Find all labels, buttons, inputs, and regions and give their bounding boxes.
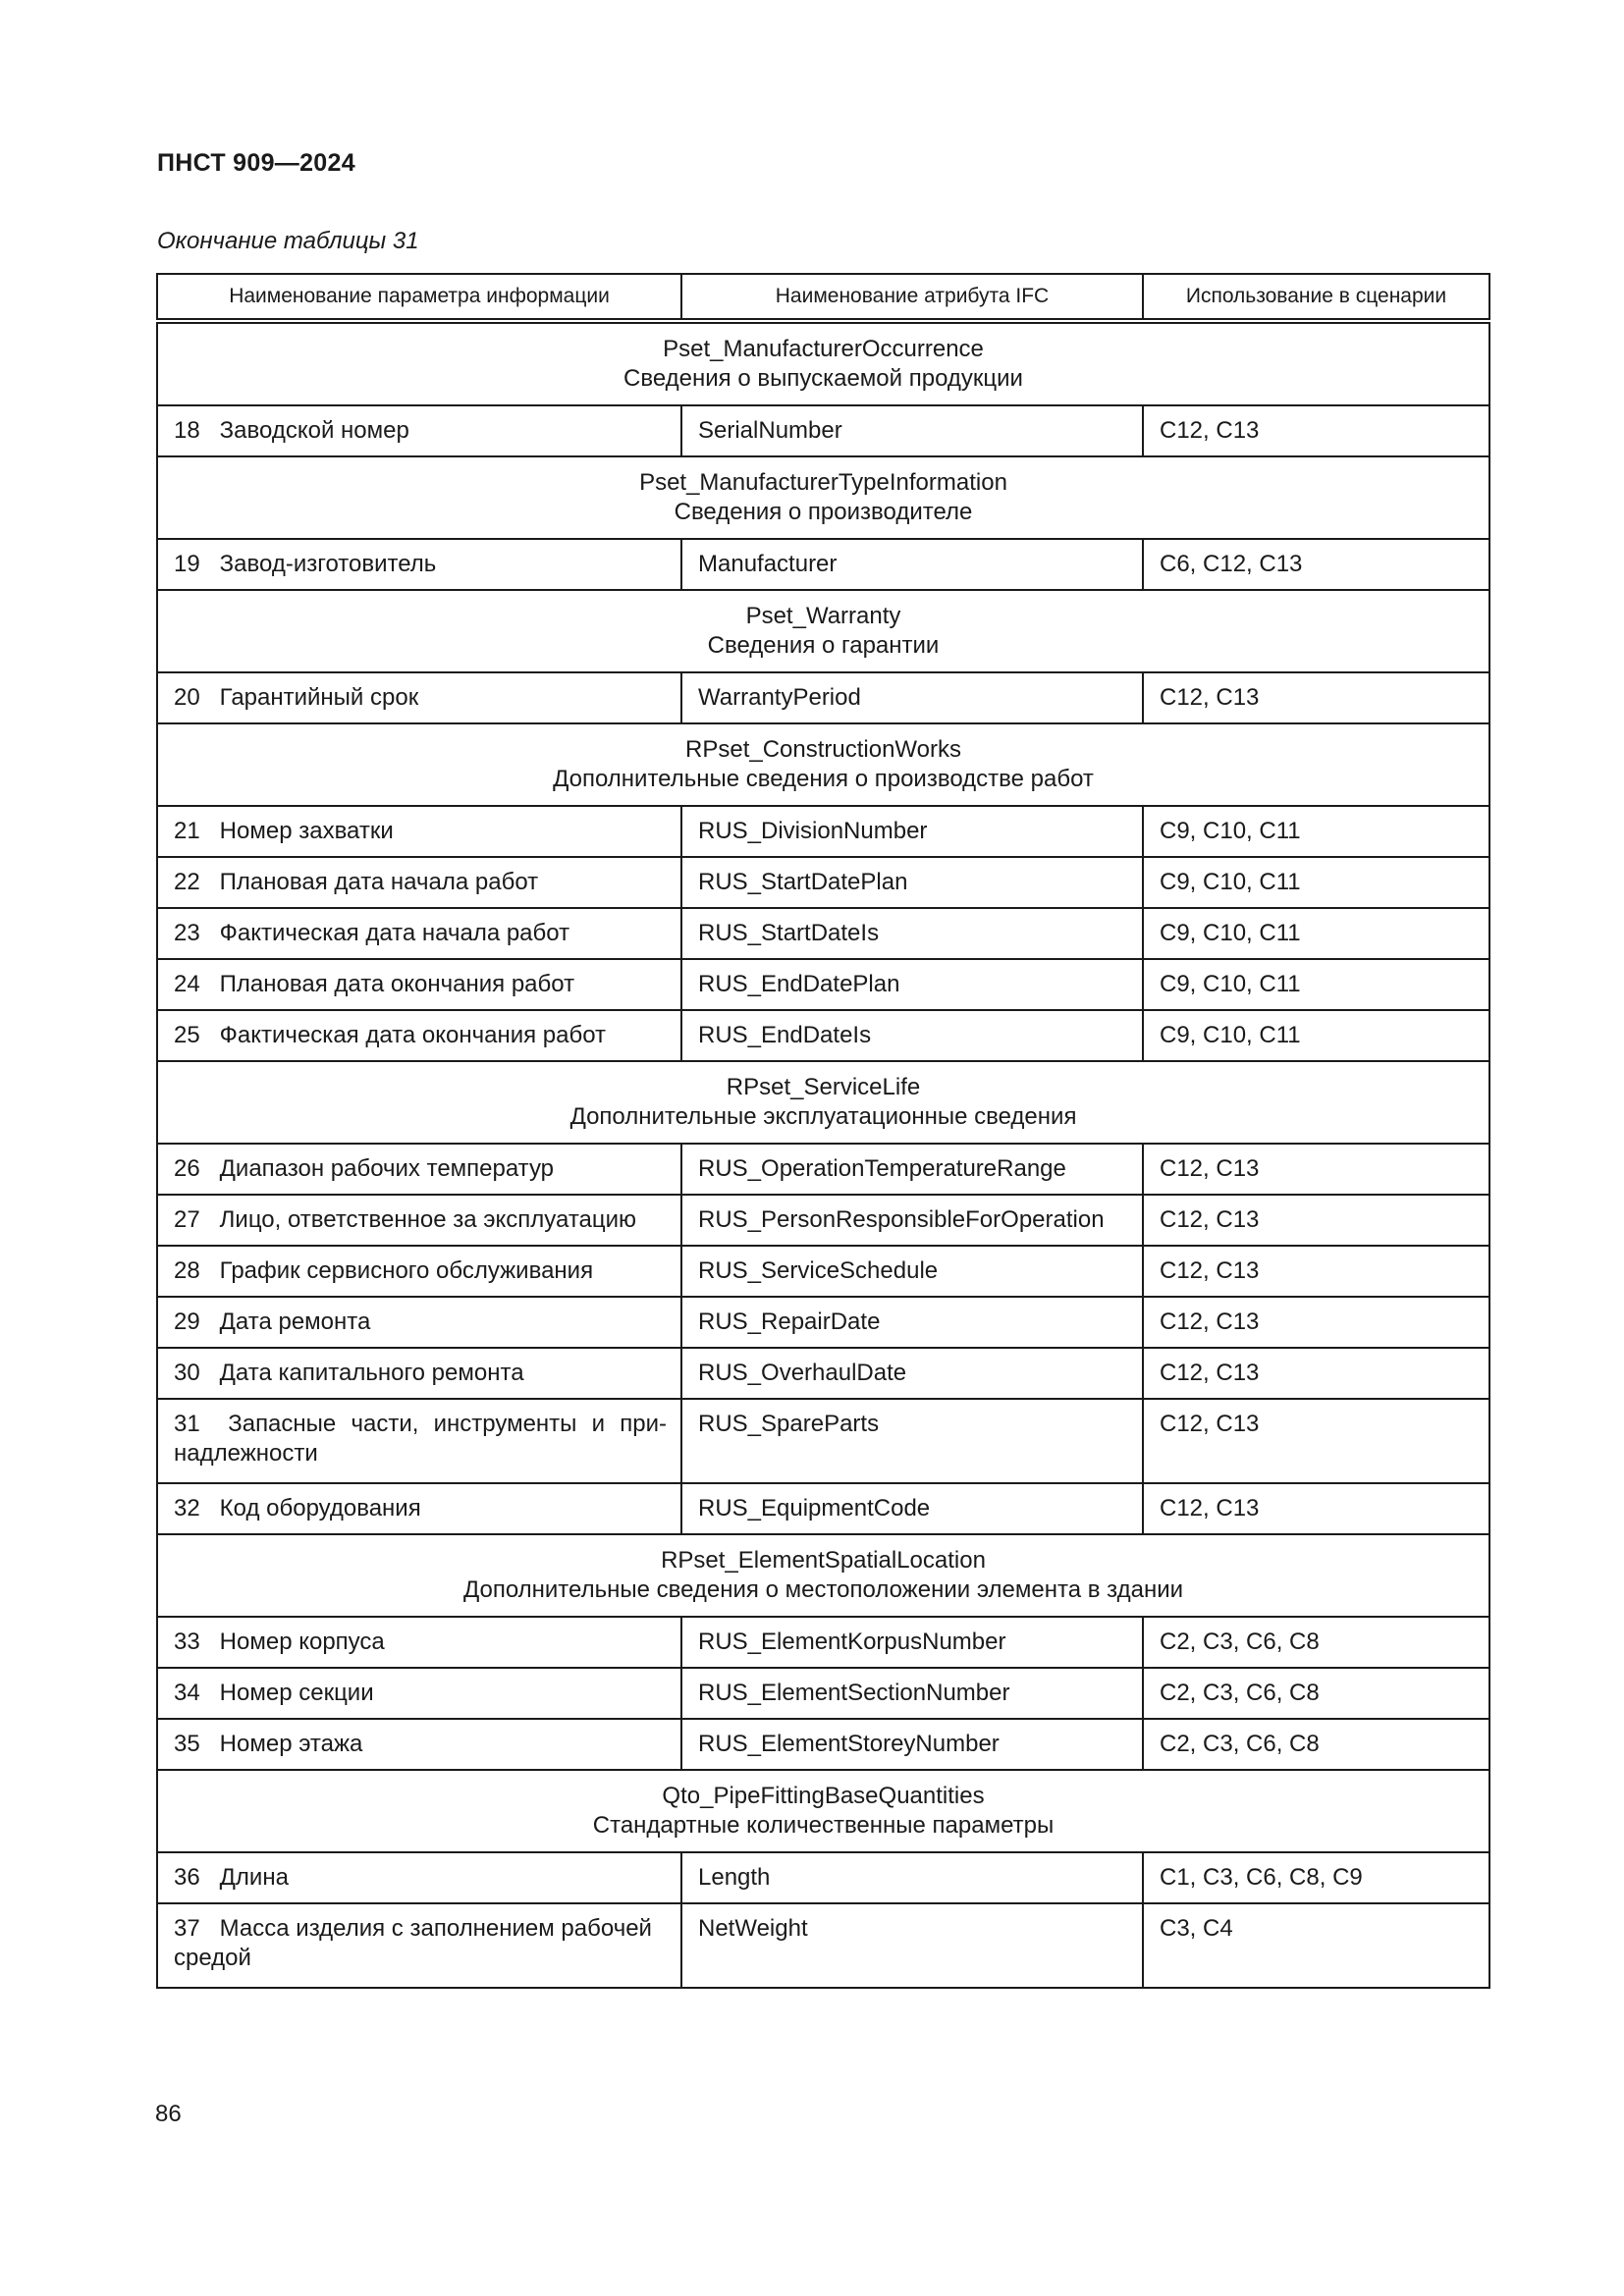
table-row bbox=[157, 1483, 1489, 1534]
parameter-name-cell bbox=[157, 1348, 681, 1399]
ifc-attribute-cell: RUS_PersonResponsibleForOperation bbox=[681, 1195, 1143, 1246]
column-header-parameter: Наименование параметра информации bbox=[157, 274, 681, 321]
parameter-name-cell bbox=[157, 405, 681, 456]
ifc-attribute-cell: RUS_ServiceSchedule bbox=[681, 1246, 1143, 1297]
usage-cell: C9, C10, C11 bbox=[1143, 959, 1489, 1010]
usage-cell: C9, C10, C11 bbox=[1143, 1010, 1489, 1061]
row-number: 19 bbox=[174, 551, 200, 577]
table-row bbox=[157, 959, 1489, 1010]
parameter-name-cell bbox=[157, 539, 681, 590]
row-number: 30 bbox=[174, 1360, 200, 1386]
parameter-name-cell bbox=[157, 959, 681, 1010]
usage-cell: C12, C13 bbox=[1143, 1144, 1489, 1195]
row-number: 24 bbox=[174, 971, 200, 997]
row-number: 28 bbox=[174, 1257, 200, 1284]
section-subtitle: Сведения о производителе bbox=[674, 499, 973, 525]
table-caption: Окончание таблицы 31 bbox=[157, 228, 419, 254]
parameter-name: Завод-изготовитель bbox=[219, 551, 437, 577]
row-number: 36 bbox=[174, 1864, 200, 1891]
parameter-name: Плановая дата начала работ bbox=[219, 869, 539, 895]
parameter-name-cell bbox=[157, 1010, 681, 1061]
usage-cell: C2, C3, C6, C8 bbox=[1143, 1617, 1489, 1668]
usage-cell: C12, C13 bbox=[1143, 1297, 1489, 1348]
ifc-attribute-cell: RUS_ElementStoreyNumber bbox=[681, 1719, 1143, 1770]
row-number: 33 bbox=[174, 1629, 200, 1655]
parameter-name-cell bbox=[157, 1719, 681, 1770]
parameter-name: Код оборудования bbox=[219, 1495, 421, 1522]
section-header-row bbox=[157, 456, 1489, 539]
section-header bbox=[157, 321, 1489, 405]
parameter-name-cell bbox=[157, 857, 681, 908]
row-number: 26 bbox=[174, 1155, 200, 1182]
ifc-attribute-cell: RUS_OverhaulDate bbox=[681, 1348, 1143, 1399]
section-header-row bbox=[157, 1061, 1489, 1144]
section-header bbox=[157, 590, 1489, 672]
section-subtitle: Дополнительные эксплуатационные сведения bbox=[569, 1103, 1077, 1130]
usage-cell: C6, C12, C13 bbox=[1143, 539, 1489, 590]
parameter-name: Фактическая дата начала работ bbox=[219, 920, 570, 946]
table-row bbox=[157, 1246, 1489, 1297]
parameter-name: График сервисного обслуживания bbox=[219, 1257, 594, 1284]
section-header bbox=[157, 456, 1489, 539]
parameter-name-cell bbox=[157, 1144, 681, 1195]
document-code: ПНСТ 909—2024 bbox=[157, 149, 355, 177]
section-title: Pset_ManufacturerTypeInformation bbox=[639, 469, 1007, 496]
table-row bbox=[157, 1144, 1489, 1195]
usage-cell: C2, C3, C6, C8 bbox=[1143, 1668, 1489, 1719]
table-row bbox=[157, 672, 1489, 723]
section-subtitle: Сведения о гарантии bbox=[707, 632, 940, 659]
ifc-attribute-cell: RUS_EquipmentCode bbox=[681, 1483, 1143, 1534]
section-header-row bbox=[157, 1770, 1489, 1852]
parameter-name: Масса изделия с заполнением рабочей средой bbox=[174, 1915, 652, 1971]
ifc-attribute-cell: RUS_StartDatePlan bbox=[681, 857, 1143, 908]
section-header bbox=[157, 723, 1489, 806]
row-number: 23 bbox=[174, 920, 200, 946]
row-number: 27 bbox=[174, 1206, 200, 1233]
row-number: 29 bbox=[174, 1308, 200, 1335]
table-row bbox=[157, 1348, 1489, 1399]
usage-cell: C3, C4 bbox=[1143, 1903, 1489, 1988]
parameter-name: Дата ремонта bbox=[219, 1308, 371, 1335]
usage-cell: C2, C3, C6, C8 bbox=[1143, 1719, 1489, 1770]
usage-cell: C12, C13 bbox=[1143, 1399, 1489, 1483]
section-title: Pset_Warranty bbox=[745, 603, 901, 629]
parameter-name-cell bbox=[157, 1297, 681, 1348]
page-number: 86 bbox=[155, 2101, 182, 2127]
parameter-name-cell bbox=[157, 806, 681, 857]
parameter-name-cell bbox=[157, 1195, 681, 1246]
row-number: 37 bbox=[174, 1915, 200, 1942]
ifc-attribute-cell: SerialNumber bbox=[681, 405, 1143, 456]
section-header bbox=[157, 1534, 1489, 1617]
table-row bbox=[157, 1617, 1489, 1668]
parameter-name: Заводской номер bbox=[219, 417, 409, 444]
row-number: 35 bbox=[174, 1731, 200, 1757]
parameter-name-cell bbox=[157, 1483, 681, 1534]
row-number: 20 bbox=[174, 684, 200, 711]
row-number: 25 bbox=[174, 1022, 200, 1048]
ifc-attribute-cell: RUS_EndDateIs bbox=[681, 1010, 1143, 1061]
section-header-row bbox=[157, 321, 1489, 405]
table-row bbox=[157, 1195, 1489, 1246]
parameter-name: Гарантийный срок bbox=[219, 684, 419, 711]
table-row bbox=[157, 857, 1489, 908]
section-header bbox=[157, 1061, 1489, 1144]
section-subtitle: Сведения о выпускаемой продукции bbox=[623, 365, 1023, 392]
section-subtitle: Дополнительные сведения о производстве работ bbox=[553, 766, 1094, 792]
table-row bbox=[157, 1297, 1489, 1348]
section-title: RPset_ConstructionWorks bbox=[685, 736, 961, 763]
parameter-name: Номер этажа bbox=[219, 1731, 363, 1757]
row-number: 18 bbox=[174, 417, 200, 444]
table-row bbox=[157, 539, 1489, 590]
table-row bbox=[157, 1010, 1489, 1061]
ifc-attribute-cell: Length bbox=[681, 1852, 1143, 1903]
ifc-attribute-cell: RUS_EndDatePlan bbox=[681, 959, 1143, 1010]
section-header-row bbox=[157, 590, 1489, 672]
table-row bbox=[157, 1719, 1489, 1770]
usage-cell: C12, C13 bbox=[1143, 405, 1489, 456]
section-header-row bbox=[157, 723, 1489, 806]
parameter-name-cell bbox=[157, 1903, 681, 1988]
parameters-table bbox=[156, 273, 1490, 1989]
table-header-row bbox=[157, 274, 1489, 321]
parameter-name: Дата капитального ремонта bbox=[219, 1360, 524, 1386]
ifc-attribute-cell: RUS_ElementSectionNumber bbox=[681, 1668, 1143, 1719]
parameter-name-cell bbox=[157, 1668, 681, 1719]
parameter-name: Номер корпуса bbox=[219, 1629, 385, 1655]
usage-cell: C9, C10, C11 bbox=[1143, 857, 1489, 908]
ifc-attribute-cell: RUS_DivisionNumber bbox=[681, 806, 1143, 857]
column-header-ifc-attribute: Наименование атрибута IFC bbox=[681, 274, 1143, 321]
parameter-name-cell bbox=[157, 908, 681, 959]
parameter-name: Длина bbox=[219, 1864, 289, 1891]
table-row bbox=[157, 908, 1489, 959]
section-title: Qto_PipeFittingBaseQuantities bbox=[662, 1783, 985, 1809]
ifc-attribute-cell: RUS_SpareParts bbox=[681, 1399, 1143, 1483]
table-row bbox=[157, 1668, 1489, 1719]
parameter-name-cell bbox=[157, 1852, 681, 1903]
section-subtitle: Стандартные количественные параметры bbox=[592, 1812, 1055, 1839]
section-header bbox=[157, 1770, 1489, 1852]
usage-cell: C12, C13 bbox=[1143, 1483, 1489, 1534]
usage-cell: C1, C3, C6, C8, C9 bbox=[1143, 1852, 1489, 1903]
row-number: 22 bbox=[174, 869, 200, 895]
table-row bbox=[157, 1852, 1489, 1903]
row-number: 32 bbox=[174, 1495, 200, 1522]
usage-cell: C12, C13 bbox=[1143, 1195, 1489, 1246]
parameter-name-cell bbox=[157, 672, 681, 723]
section-title: Pset_ManufacturerOccurrence bbox=[663, 336, 984, 362]
row-number: 34 bbox=[174, 1680, 200, 1706]
usage-cell: C9, C10, C11 bbox=[1143, 908, 1489, 959]
section-title: RPset_ServiceLife bbox=[726, 1074, 921, 1100]
usage-cell: C12, C13 bbox=[1143, 1246, 1489, 1297]
table-row bbox=[157, 806, 1489, 857]
parameter-name-cell bbox=[157, 1617, 681, 1668]
row-number: 31 bbox=[174, 1411, 200, 1437]
parameter-name-cell bbox=[157, 1399, 681, 1483]
section-subtitle: Дополнительные сведения о местоположении элемента в здании bbox=[462, 1576, 1184, 1603]
usage-cell: C12, C13 bbox=[1143, 672, 1489, 723]
ifc-attribute-cell: RUS_RepairDate bbox=[681, 1297, 1143, 1348]
section-title: RPset_ElementSpatialLocation bbox=[661, 1547, 986, 1574]
table-row bbox=[157, 1903, 1489, 1988]
parameter-name: Запасные части, инструменты и при-надлежности bbox=[174, 1411, 667, 1467]
column-header-usage: Использование в сценарии bbox=[1143, 274, 1489, 321]
usage-cell: C9, C10, C11 bbox=[1143, 806, 1489, 857]
table-row bbox=[157, 405, 1489, 456]
ifc-attribute-cell: RUS_StartDateIs bbox=[681, 908, 1143, 959]
usage-cell: C12, C13 bbox=[1143, 1348, 1489, 1399]
parameter-name: Номер секции bbox=[219, 1680, 374, 1706]
section-header-row bbox=[157, 1534, 1489, 1617]
row-number: 21 bbox=[174, 818, 200, 844]
ifc-attribute-cell: RUS_ElementKorpusNumber bbox=[681, 1617, 1143, 1668]
parameter-name-cell bbox=[157, 1246, 681, 1297]
ifc-attribute-cell: Manufacturer bbox=[681, 539, 1143, 590]
parameter-name: Плановая дата окончания работ bbox=[219, 971, 575, 997]
ifc-attribute-cell: NetWeight bbox=[681, 1903, 1143, 1988]
parameter-name: Номер захватки bbox=[219, 818, 394, 844]
parameter-name: Лицо, ответственное за эксплуатацию bbox=[219, 1206, 637, 1233]
ifc-attribute-cell: RUS_OperationTemperatureRange bbox=[681, 1144, 1143, 1195]
ifc-attribute-cell: WarrantyPeriod bbox=[681, 672, 1143, 723]
table-row bbox=[157, 1399, 1489, 1483]
parameter-name: Фактическая дата окончания работ bbox=[219, 1022, 607, 1048]
parameter-name: Диапазон рабочих температур bbox=[219, 1155, 555, 1182]
